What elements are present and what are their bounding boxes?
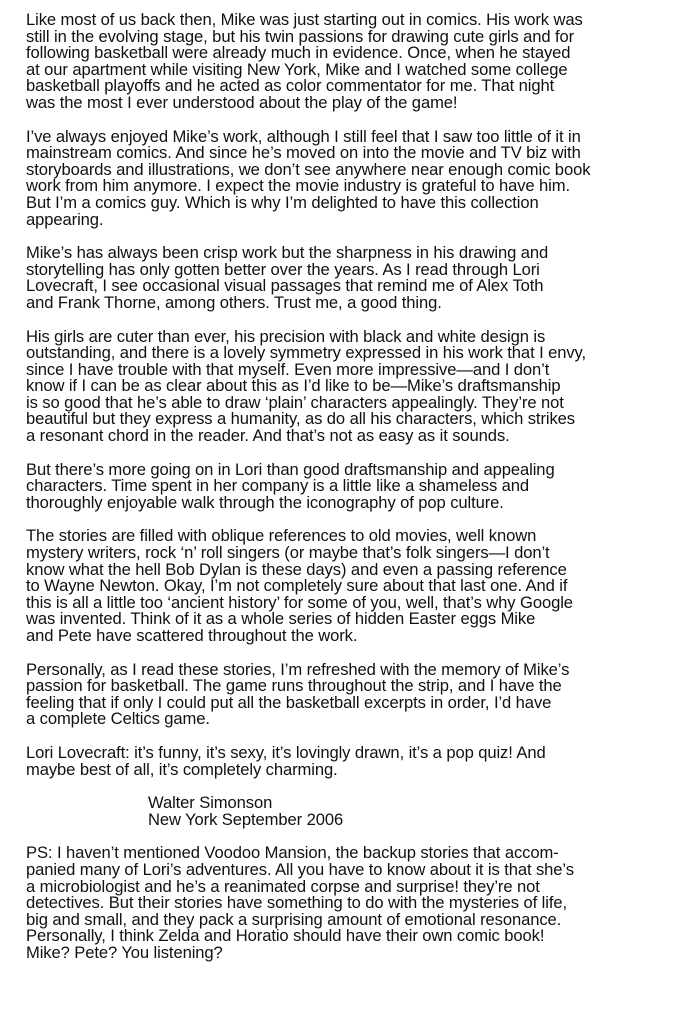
text-line: Personally, as I read these stories, I’m refreshed with the memory of Mike’s (26, 659, 570, 679)
text-line: storytelling has only gotten better over the years. As I read through Lori (26, 259, 540, 279)
text-line: But I’m a comics guy. Which is why I’m delighted to have this collection (26, 192, 539, 212)
text-line: mainstream comics. And since he’s moved on into the movie and TV biz with (26, 143, 581, 163)
text-line: Like most of us back then, Mike was just starting out in comics. His work was (26, 10, 583, 29)
text-line: to Wayne Newton. Okay, I’m not completely sure about that last one. And if (26, 576, 568, 596)
text-line: since I have trouble with that myself. Even more impressive—and I don’t (26, 359, 550, 379)
paragraph (26, 459, 666, 512)
text-line: a complete Celtics game. (26, 709, 210, 729)
text-line: mystery writers, rock ‘n’ roll singers (or maybe that’s folk singers—I don’t (26, 543, 550, 563)
signature-place-date: New York September 2006 (148, 809, 344, 829)
text-line: Mike? Pete? You listening? (26, 942, 223, 962)
paragraph (26, 742, 666, 779)
paragraph (26, 245, 666, 311)
text-line: passion for basketball. The game runs throughout the strip, and I have the (26, 676, 562, 696)
text-line: detectives. But their stories have something to do with the mysteries of life, (26, 893, 567, 913)
text-line: storyboards and illustrations, we don’t see anywhere near enough comic book (26, 159, 591, 179)
text-line: a microbiologist and he’s a reanimated corpse and surprise! they’re not (26, 876, 540, 896)
postscript (26, 845, 666, 961)
signature-name: Walter Simonson (148, 793, 273, 813)
text-line: know if I can be as clear about this as I’d like to be—Mike’s draftsmanship (26, 376, 561, 396)
text-line: maybe best of all, it’s completely charming. (26, 759, 338, 779)
text-line: is so good that he’s able to draw ‘plain’ characters appealingly. They’re not (26, 392, 564, 412)
text-line: I’ve always enjoyed Mike’s work, although I still feel that I saw too little of it in (26, 126, 581, 146)
text-line: and Frank Thorne, among others. Trust me, a good thing. (26, 292, 442, 312)
text-line: PS: I haven’t mentioned Voodoo Mansion, the backup stories that accom- (26, 843, 559, 863)
text-line: still in the evolving stage, but his twin passions for drawing cute girls and for (26, 26, 575, 46)
text-line: following basketball were already much in evidence. Once, when he stayed (26, 43, 571, 63)
signature-block (26, 795, 666, 828)
text-line: panied many of Lori’s adventures. All you have to know about it is that she’s (26, 859, 574, 879)
text-line: Mike’s has always been crisp work but the sharpness in his drawing and (26, 243, 549, 263)
paragraph (26, 528, 666, 644)
text-line: was the most I ever understood about the play of the game! (26, 92, 458, 112)
text-line: thoroughly enjoyable walk through the iconography of pop culture. (26, 492, 504, 512)
text-line: beautiful but they express a humanity, as do all his characters, which strikes (26, 409, 575, 429)
text-line: big and small, and they pack a surprising amount of emotional resonance. (26, 909, 562, 929)
paragraph (26, 326, 666, 446)
text-line: Personally, I think Zelda and Horatio should have their own comic book! (26, 926, 545, 946)
text-line: work from him anymore. I expect the movie industry is grateful to have him. (26, 176, 570, 196)
text-line: feeling that if only I could put all the basketball excerpts in order, I’d have (26, 692, 552, 712)
text-line: But there’s more going on in Lori than good draftsmanship and appealing (26, 459, 555, 479)
text-line: at our apartment while visiting New York, Mike and I watched some college (26, 59, 568, 79)
text-line: this is all a little too ‘ancient history’ for some of you, well, that’s why Google (26, 592, 573, 612)
text-line: basketball playoffs and he acted as color commentator for me. That night (26, 76, 555, 96)
text-line: His girls are cuter than ever, his precision with black and white design is (26, 326, 546, 346)
text-line: Lovecraft, I see occasional visual passages that remind me of Alex Toth (26, 276, 544, 296)
text-line: characters. Time spent in her company is a little like a shameless and (26, 476, 530, 496)
text-line: know what the hell Bob Dylan is these days) and even a passing reference (26, 559, 567, 579)
body-text (26, 12, 666, 778)
text-line: Lori Lovecraft: it’s funny, it’s sexy, it’s lovingly drawn, it’s a pop quiz! And (26, 742, 546, 762)
text-line: The stories are filled with oblique references to old movies, well known (26, 526, 537, 546)
text-line: appearing. (26, 209, 104, 229)
document-page (26, 12, 666, 979)
paragraph (26, 659, 666, 729)
text-line: and Pete have scattered throughout the work. (26, 626, 358, 645)
text-line: was invented. Think of it as a whole series of hidden Easter eggs Mike (26, 609, 536, 629)
text-line: a resonant chord in the reader. And that’s not as easy as it sounds. (26, 426, 510, 446)
text-line: outstanding, and there is a lovely symmetry expressed in his work that I envy, (26, 343, 587, 363)
paragraph (26, 126, 666, 229)
paragraph (26, 12, 666, 112)
